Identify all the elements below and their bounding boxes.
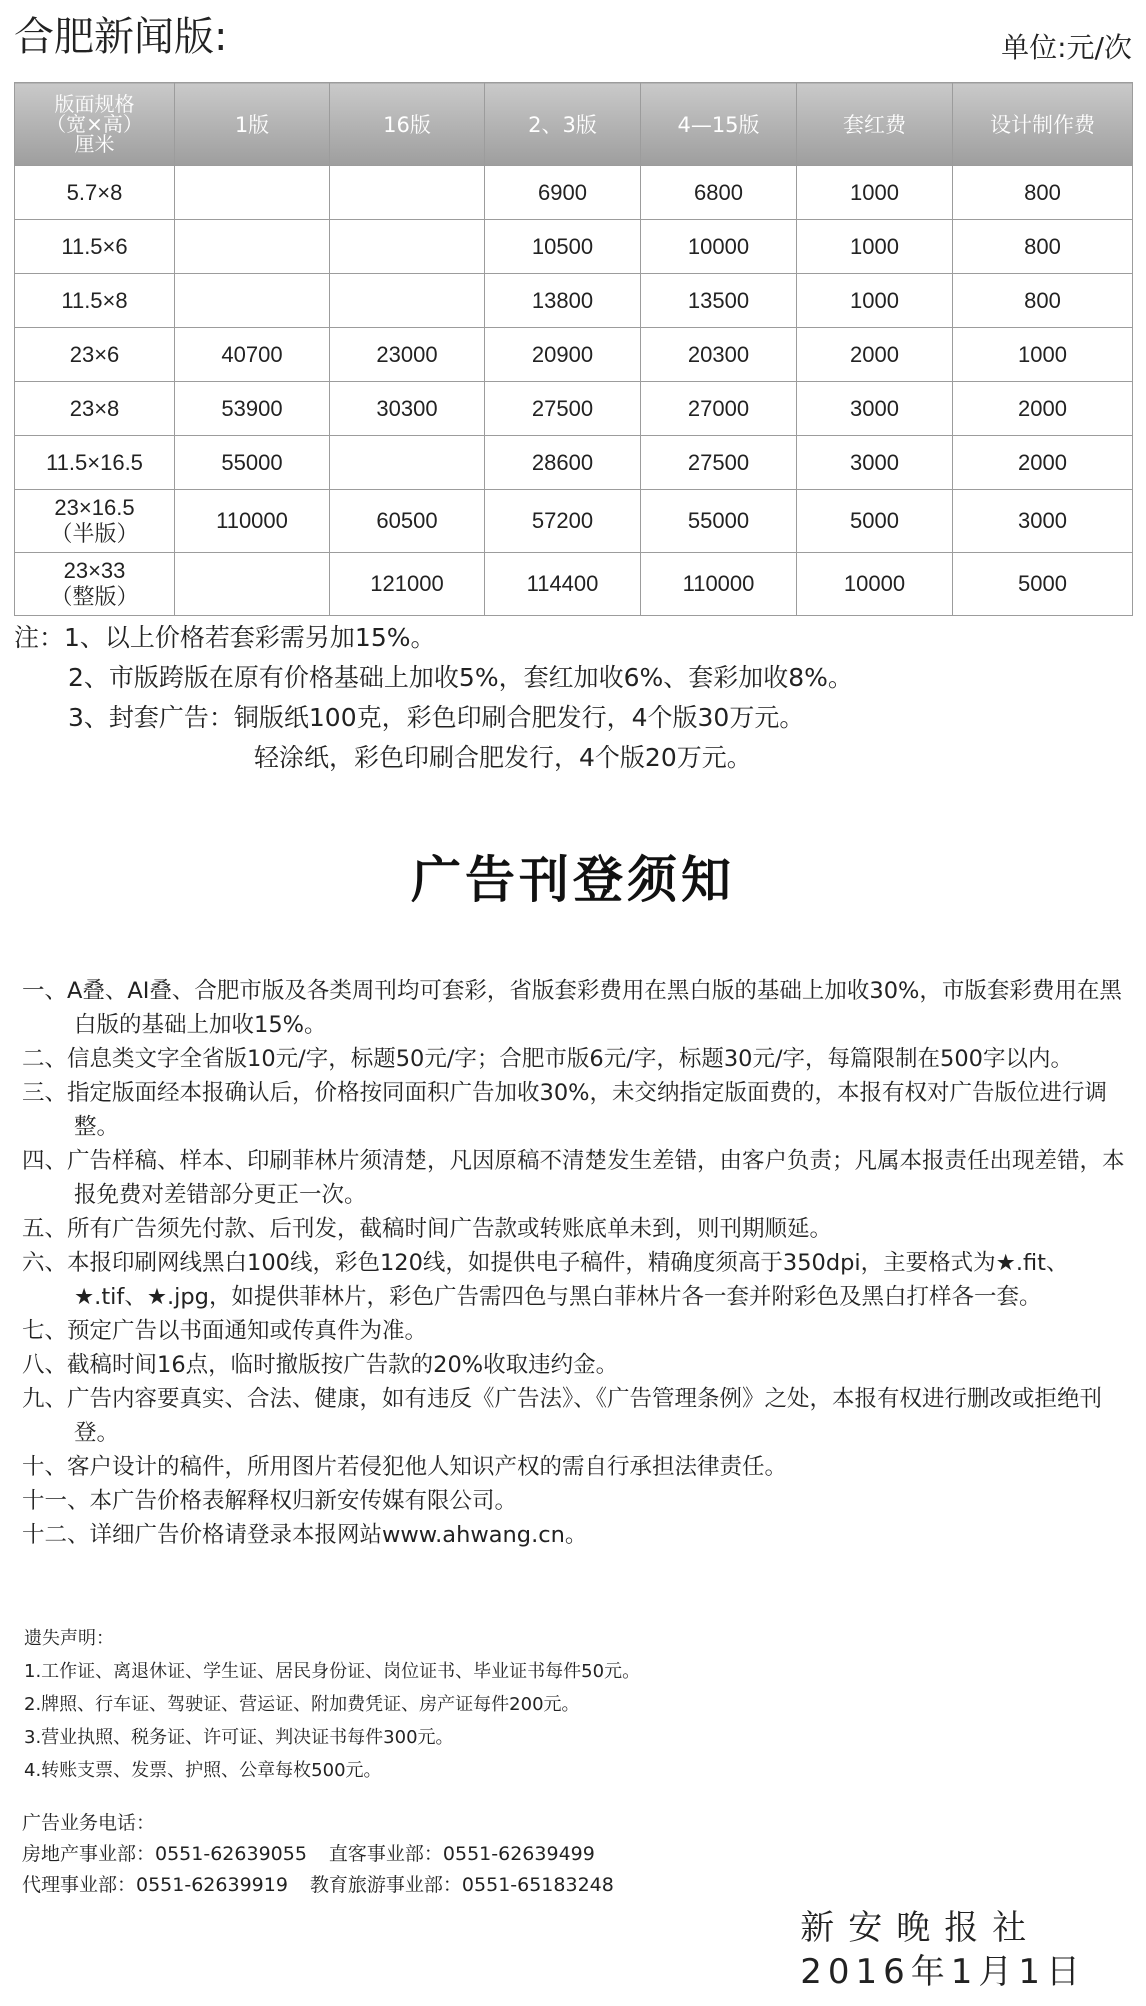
price-cell: 800 bbox=[953, 166, 1133, 220]
notice-rule: 三、指定版面经本报确认后，价格按同面积广告加收30%，未交纳指定版面费的，本报有权对广告版位进行调整。 bbox=[22, 1080, 1108, 1140]
price-cell: 6800 bbox=[641, 166, 797, 220]
price-cell bbox=[330, 166, 485, 220]
header-page-2-3: 2、3版 bbox=[485, 83, 641, 166]
lost-item: 2.牌照、行车证、驾驶证、营运证、附加费凭证、房产证每件200元。 bbox=[24, 1694, 580, 1715]
notice-rules bbox=[22, 974, 1132, 1552]
notice-rule: 一、A叠、AⅠ叠、合肥市版及各类周刊均可套彩，省版套彩费用在黑白版的基础上加收30%，市版套彩费用在黑白版的基础上加收15%。 bbox=[22, 978, 1122, 1038]
price-cell: 57200 bbox=[485, 490, 641, 553]
header-red-fee: 套红费 bbox=[797, 83, 953, 166]
price-cell: 27500 bbox=[485, 382, 641, 436]
price-cell: 5000 bbox=[797, 490, 953, 553]
lost-title: 遗失声明： bbox=[24, 1628, 114, 1649]
price-cell: 30300 bbox=[330, 382, 485, 436]
notice-rule: 十一、本广告价格表解释权归新安传媒有限公司。 bbox=[22, 1488, 518, 1514]
lost-item: 3.营业执照、税务证、许可证、判决证书每件300元。 bbox=[24, 1727, 454, 1748]
note-line: 注：1、以上价格若套彩需另加15%。 bbox=[14, 623, 436, 652]
contact-line bbox=[22, 1870, 614, 1901]
price-cell: 1000 bbox=[797, 166, 953, 220]
price-cell: 3000 bbox=[953, 490, 1133, 553]
price-cell: 10500 bbox=[485, 220, 641, 274]
price-cell: 800 bbox=[953, 274, 1133, 328]
notice-rule: 五、所有广告须先付款、后刊发，截稿时间广告款或转账底单未到，则刊期顺延。 bbox=[22, 1216, 833, 1242]
contact-title: 广告业务电话： bbox=[22, 1812, 156, 1834]
price-cell: 60500 bbox=[330, 490, 485, 553]
spec-cell: 23×8 bbox=[15, 382, 175, 436]
signature-date: 2016年1月1日 bbox=[800, 1952, 1086, 1992]
note-line: 3、封套广告：铜版纸100克，彩色印刷合肥发行，4个版30万元。 bbox=[68, 703, 805, 732]
lost-statement bbox=[24, 1622, 640, 1787]
price-cell: 2000 bbox=[953, 436, 1133, 490]
price-cell: 55000 bbox=[641, 490, 797, 553]
price-cell: 28600 bbox=[485, 436, 641, 490]
table-row bbox=[15, 274, 1133, 328]
contact-line bbox=[22, 1839, 614, 1870]
price-cell bbox=[330, 274, 485, 328]
contact-real-estate: 房地产事业部：0551-62639055 bbox=[22, 1843, 307, 1865]
price-cell: 40700 bbox=[175, 328, 330, 382]
contact-direct: 直客事业部：0551-62639499 bbox=[328, 1843, 595, 1865]
price-cell: 800 bbox=[953, 220, 1133, 274]
table-row bbox=[15, 490, 1133, 553]
spec-cell: 11.5×16.5 bbox=[15, 436, 175, 490]
table-row bbox=[15, 328, 1133, 382]
notice-rule: 二、信息类文字全省版10元/字，标题50元/字；合肥市版6元/字，标题30元/字，每篇限制在500字以内。 bbox=[22, 1046, 1073, 1072]
header-design-fee: 设计制作费 bbox=[953, 83, 1133, 166]
price-cell: 2000 bbox=[797, 328, 953, 382]
spec-cell: 11.5×6 bbox=[15, 220, 175, 274]
notice-rule: 四、广告样稿、样本、印刷菲林片须清楚，凡因原稿不清楚发生差错，由客户负责；凡属本报责任出现差错，本报免费对差错部分更正一次。 bbox=[22, 1148, 1125, 1208]
spec-cell: 23×33 （整版） bbox=[15, 553, 175, 616]
spec-cell: 23×6 bbox=[15, 328, 175, 382]
price-cell: 13800 bbox=[485, 274, 641, 328]
price-cell: 53900 bbox=[175, 382, 330, 436]
notice-rule: 七、预定广告以书面通知或传真件为准。 bbox=[22, 1318, 428, 1344]
price-cell bbox=[175, 553, 330, 616]
price-cell: 5000 bbox=[953, 553, 1133, 616]
table-row bbox=[15, 382, 1133, 436]
price-cell bbox=[175, 166, 330, 220]
price-cell: 20900 bbox=[485, 328, 641, 382]
contact-info bbox=[22, 1808, 614, 1901]
price-cell: 27000 bbox=[641, 382, 797, 436]
contact-education-travel: 教育旅游事业部：0551-65183248 bbox=[309, 1874, 614, 1896]
price-cell: 110000 bbox=[175, 490, 330, 553]
header-page-1: 1版 bbox=[175, 83, 330, 166]
notes bbox=[14, 618, 853, 778]
lost-item: 4.转账支票、发票、护照、公章每枚500元。 bbox=[24, 1760, 382, 1781]
notice-rule: 十二、详细广告价格请登录本报网站www.ahwang.cn。 bbox=[22, 1522, 588, 1548]
contact-agency: 代理事业部：0551-62639919 bbox=[22, 1874, 288, 1896]
price-cell: 27500 bbox=[641, 436, 797, 490]
notice-rule: 九、广告内容要真实、合法、健康，如有违反《广告法》、《广告管理条例》之处，本报有权进行删改或拒绝刊登。 bbox=[22, 1386, 1103, 1446]
signature-org: 新安晚报社 bbox=[800, 1908, 1041, 1948]
notice-rule: 六、本报印刷网线黑白100线，彩色120线，如提供电子稿件，精确度须高于350dpi，主要格式为★.fit、★.tif、★.jpg，如提供菲林片，彩色广告需四色与黑白菲林片各一套并附彩色及黑白打样各一套。 bbox=[22, 1250, 1069, 1310]
page-title: 合肥新闻版: bbox=[14, 14, 228, 60]
price-cell: 3000 bbox=[797, 436, 953, 490]
lost-item: 1.工作证、离退休证、学生证、居民身份证、岗位证书、毕业证书每件50元。 bbox=[24, 1661, 641, 1682]
price-cell: 20300 bbox=[641, 328, 797, 382]
table-row bbox=[15, 166, 1133, 220]
price-cell: 6900 bbox=[485, 166, 641, 220]
notice-rule: 八、截稿时间16点，临时撤版按广告款的20%收取违约金。 bbox=[22, 1352, 619, 1378]
price-cell: 55000 bbox=[175, 436, 330, 490]
price-cell: 110000 bbox=[641, 553, 797, 616]
price-cell: 1000 bbox=[797, 274, 953, 328]
price-cell bbox=[330, 436, 485, 490]
unit-label: 单位:元/次 bbox=[1001, 31, 1132, 64]
header-page-16: 16版 bbox=[330, 83, 485, 166]
header-page-4-15: 4—15版 bbox=[641, 83, 797, 166]
table-header-row bbox=[15, 83, 1133, 166]
spec-cell: 11.5×8 bbox=[15, 274, 175, 328]
table-row bbox=[15, 436, 1133, 490]
header-spec: 版面规格 （宽×高） 厘米 bbox=[15, 83, 175, 166]
price-cell: 114400 bbox=[485, 553, 641, 616]
price-cell bbox=[330, 220, 485, 274]
price-cell: 1000 bbox=[797, 220, 953, 274]
price-cell: 10000 bbox=[797, 553, 953, 616]
price-cell bbox=[175, 274, 330, 328]
table-row bbox=[15, 220, 1133, 274]
spec-cell: 5.7×8 bbox=[15, 166, 175, 220]
price-cell: 23000 bbox=[330, 328, 485, 382]
price-cell: 2000 bbox=[953, 382, 1133, 436]
signature bbox=[800, 1906, 1086, 1994]
price-table bbox=[14, 82, 1133, 616]
price-cell: 121000 bbox=[330, 553, 485, 616]
price-cell: 13500 bbox=[641, 274, 797, 328]
price-cell: 10000 bbox=[641, 220, 797, 274]
price-cell bbox=[175, 220, 330, 274]
note-line: 轻涂纸，彩色印刷合肥发行，4个版20万元。 bbox=[254, 743, 752, 772]
price-cell: 1000 bbox=[953, 328, 1133, 382]
note-line: 2、市版跨版在原有价格基础上加收5%，套红加收6%、套彩加收8%。 bbox=[68, 663, 853, 692]
notice-rule: 十、客户设计的稿件，所用图片若侵犯他人知识产权的需自行承担法律责任。 bbox=[22, 1454, 788, 1480]
notice-title: 广告刊登须知 bbox=[411, 851, 735, 909]
price-cell: 3000 bbox=[797, 382, 953, 436]
table-row bbox=[15, 553, 1133, 616]
spec-cell: 23×16.5 （半版） bbox=[15, 490, 175, 553]
